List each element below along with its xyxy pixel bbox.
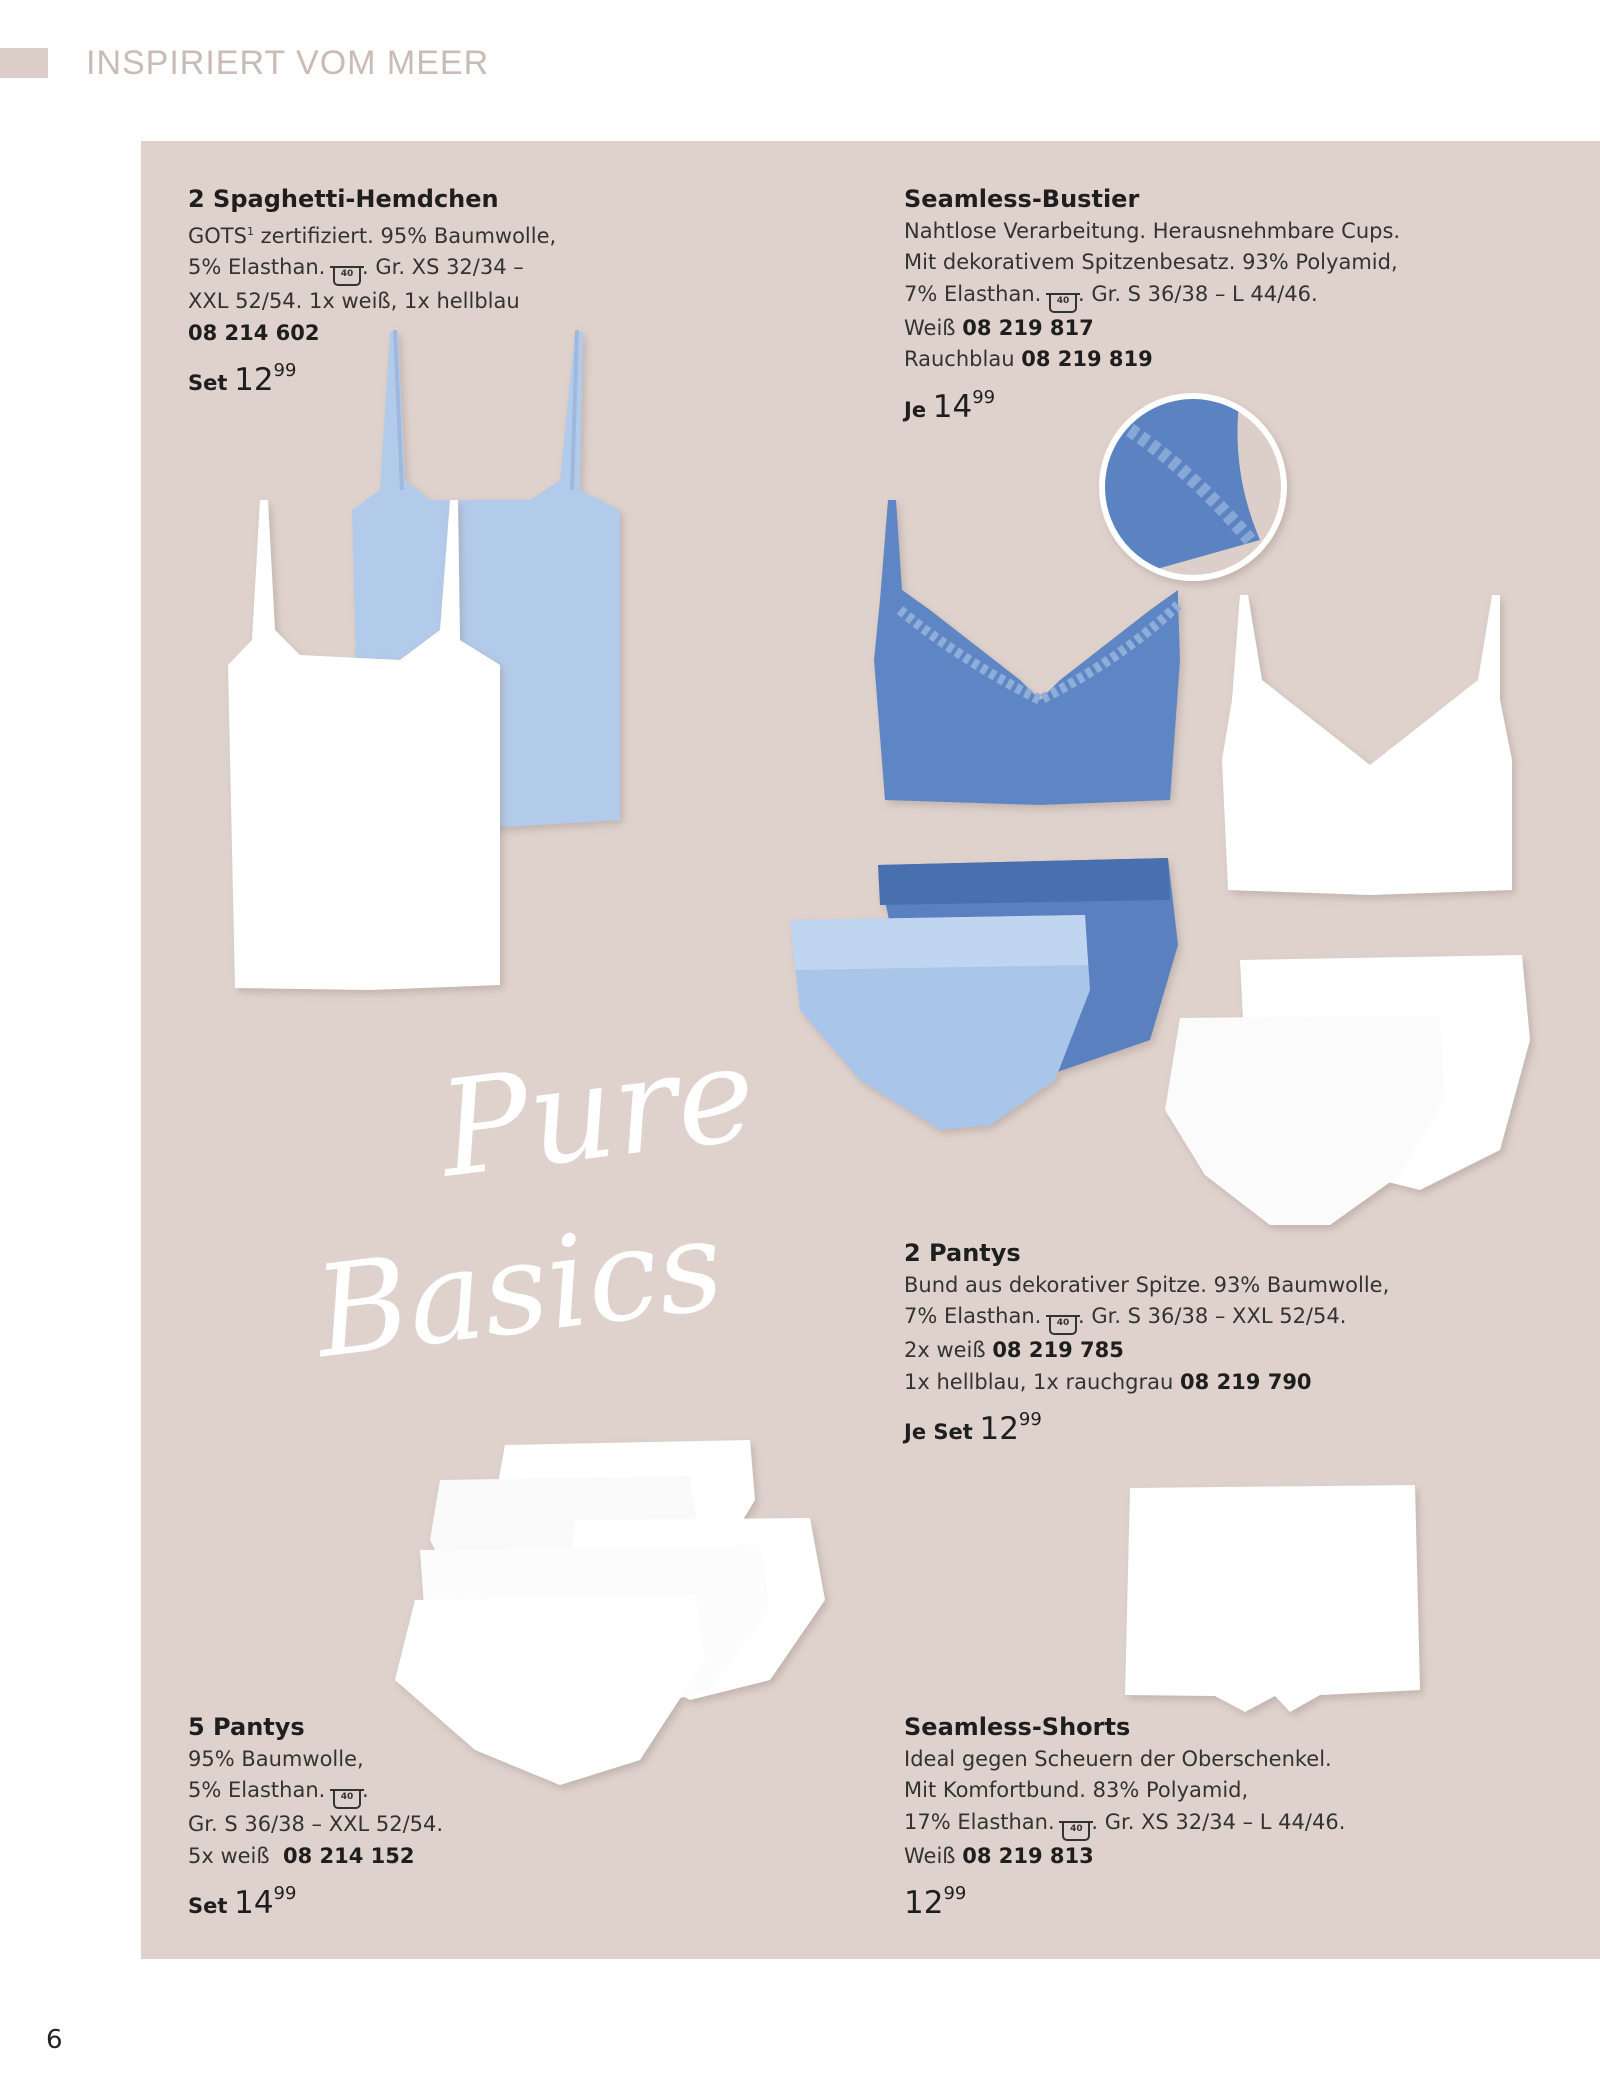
product-name: 2 Spaghetti-Hemdchen <box>188 185 499 213</box>
product-name: Seamless-Bustier <box>904 185 1140 213</box>
page-number: 6 <box>46 2025 63 2055</box>
headline-line1: Pure <box>431 1016 764 1208</box>
price: 1299 <box>904 1883 967 1921</box>
bustier-white <box>1222 595 1512 895</box>
shorts-white <box>1125 1485 1420 1712</box>
product-description: GOTS$^1$ zertifiziert. 95% Baumwolle, 5% Elasthan. 40 . Gr. XS 32/34 – XXL 52/54. 1x weiß, 1x hellblau <box>188 223 557 313</box>
pantys-blue-pair <box>790 858 1178 1130</box>
product-bustier <box>904 184 1504 426</box>
wash-40-icon: 40 <box>333 266 361 286</box>
product-description: Ideal gegen Scheuern der Oberschenkel. Mit Komfortbund. 83% Polyamid, 17% Elasthan. 40 . Gr. XS 32/34 – L 44/46. <box>904 1744 1504 1841</box>
wash-40-icon: 40 <box>333 1789 361 1809</box>
article-number: 08 214 602 <box>188 320 320 345</box>
product-shorts <box>904 1712 1504 1923</box>
variant-row: Rauchblau 08 219 819 <box>904 347 1153 371</box>
header-title: INSPIRIERT VOM MEER <box>86 44 490 82</box>
pantys-white-pair <box>1165 955 1530 1225</box>
variant-row: Weiß 08 219 817 <box>904 315 1094 340</box>
variant-row: Weiß 08 219 813 <box>904 1843 1094 1868</box>
price: Set 1499 <box>188 1883 297 1921</box>
wash-40-icon: 40 <box>1062 1821 1090 1841</box>
price: Je Set 1299 <box>904 1409 1042 1447</box>
price: Set 1299 <box>188 360 297 398</box>
product-description: Bund aus dekorativer Spitze. 93% Baumwolle, 7% Elasthan. 40 . Gr. S 36/38 – XXL 52/54. <box>904 1270 1504 1336</box>
product-pantys-2 <box>904 1238 1504 1449</box>
product-name: 2 Pantys <box>904 1239 1021 1267</box>
headline-line2: Basics <box>307 1190 731 1387</box>
variant-row: 1x hellblau, 1x rauchgrau 08 219 790 <box>904 1369 1312 1394</box>
wash-40-icon: 40 <box>1049 293 1077 313</box>
variant-row: 5x weiß 08 214 152 <box>188 1843 415 1868</box>
product-pantys-5 <box>188 1712 608 1923</box>
wash-40-icon: 40 <box>1049 1315 1077 1335</box>
variant-row: 2x weiß 08 219 785 <box>904 1338 1124 1362</box>
product-description: 95% Baumwolle, 5% Elasthan. 40 . Gr. S 36/38 – XXL 52/54. <box>188 1746 444 1836</box>
price: Je 1499 <box>904 386 996 425</box>
product-description: Nahtlose Verarbeitung. Herausnehmbare Cups. Mit dekorativem Spitzenbesatz. 93% Polyamid, 7% Elasthan. 40 . Gr. S 36/38 – L 44/46. <box>904 216 1504 313</box>
footnote-marker: 1 <box>246 224 254 238</box>
product-name: 5 Pantys <box>188 1713 305 1741</box>
product-hemdchen <box>188 184 708 400</box>
product-name: Seamless-Shorts <box>904 1713 1131 1741</box>
